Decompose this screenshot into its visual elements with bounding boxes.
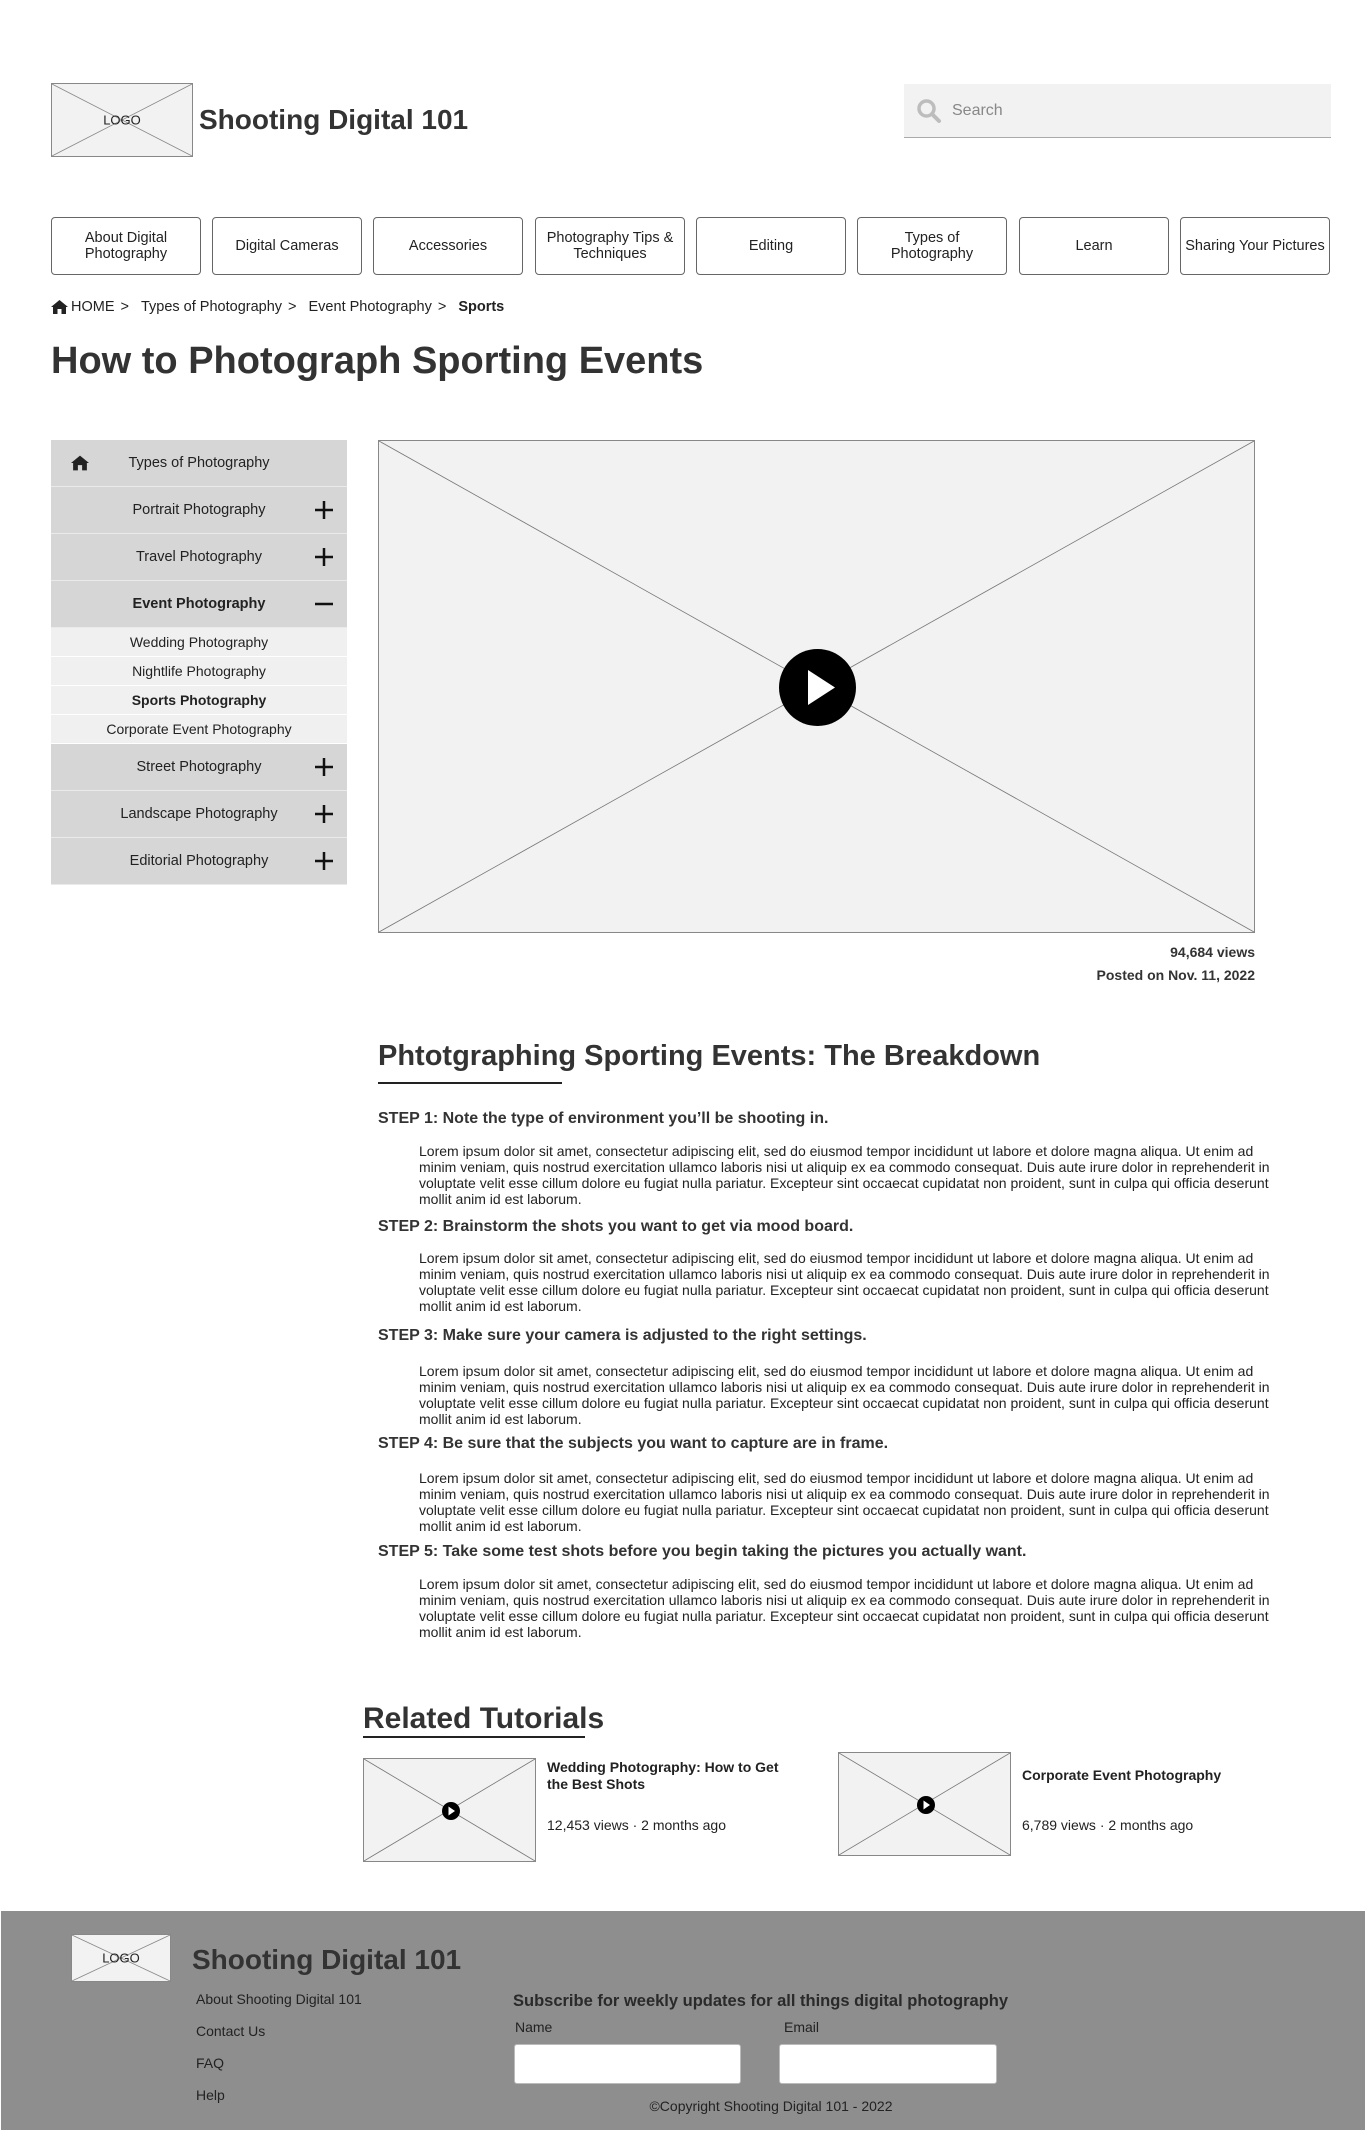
breadcrumb-event-photography[interactable]: Event Photography [308, 299, 432, 315]
sidebar-item-label: Event Photography [132, 596, 266, 612]
search-input[interactable] [952, 84, 1322, 138]
home-icon[interactable] [51, 300, 68, 314]
page-title: How to Photograph Sporting Events [51, 340, 704, 382]
site-title[interactable]: Shooting Digital 101 [199, 104, 469, 135]
nav-photography-tips[interactable]: Photography Tips & Techniques [535, 217, 685, 275]
sidebar-item-label: Street Photography [136, 759, 262, 775]
heading-underline [378, 1082, 562, 1084]
nav-learn[interactable]: Learn [1019, 217, 1169, 275]
sidebar-subitem-sports[interactable]: Sports Photography [51, 686, 347, 715]
footer-link-about[interactable]: About Shooting Digital 101 [196, 1991, 362, 2007]
email-label: Email [784, 2019, 820, 2035]
step-body: Lorem ipsum dolor sit amet, consectetur adipiscing elit, sed do eiusmod tempor incididunt ut labore et dolore magna aliqua. Ut enim ad minim veniam, quis nostrud exercitation ullamco laboris nisi ut aliquip ex ea commodo consequat. Duis aute irure dolor in reprehenderit in voluptate velit esse cillum dolore eu fugiat nulla pariatur. Excepteur sint occaecat cupidatat non proident, sunt in culpa qui officia deserunt mollit anim id est laborum. [419, 1250, 1270, 1314]
step-body: Lorem ipsum dolor sit amet, consectetur adipiscing elit, sed do eiusmod tempor incididunt ut labore et dolore magna aliqua. Ut enim ad minim veniam, quis nostrud exercitation ullamco laboris nisi ut aliquip ex ea commodo consequat. Duis aute irure dolor in reprehenderit in voluptate velit esse cillum dolore eu fugiat nulla pariatur. Excepteur sint occaecat cupidatat non proident, sunt in culpa qui officia deserunt mollit anim id est laborum. [419, 1576, 1270, 1640]
nav-digital-cameras[interactable]: Digital Cameras [212, 217, 362, 275]
step-title: STEP 3: Make sure your camera is adjusted to the right settings. [378, 1327, 867, 1344]
minus-icon[interactable] [315, 595, 333, 613]
play-icon[interactable] [442, 1802, 460, 1820]
breadcrumb-separator: > [288, 299, 297, 315]
sidebar-item-label: Travel Photography [135, 549, 262, 565]
copyright: ©Copyright Shooting Digital 101 - 2022 [649, 2098, 893, 2114]
email-field[interactable] [779, 2044, 997, 2084]
footer-link-faq[interactable]: FAQ [196, 2055, 225, 2071]
heading-underline [363, 1736, 585, 1738]
plus-icon[interactable] [315, 501, 333, 519]
breadcrumb [51, 299, 504, 315]
sidebar-item-portrait[interactable] [51, 487, 347, 534]
footer-logo[interactable] [71, 1934, 171, 1982]
sidebar-item-label: Portrait Photography [132, 502, 266, 518]
breadcrumb-types-of-photography[interactable]: Types of Photography [140, 299, 283, 315]
related-thumbnail[interactable] [363, 1758, 536, 1862]
home-icon [71, 455, 89, 471]
related-meta: 6,789 views · 2 months ago [1022, 1817, 1194, 1833]
site-logo[interactable] [51, 83, 193, 157]
plus-icon[interactable] [315, 852, 333, 870]
step-title: STEP 1: Note the type of environment you’ll be shooting in. [378, 1110, 829, 1127]
related-thumbnail[interactable] [838, 1752, 1011, 1856]
related-title[interactable]: Wedding Photography: How to Get the Best Shots [547, 1759, 779, 1792]
name-field[interactable] [514, 2044, 741, 2084]
plus-icon[interactable] [315, 805, 333, 823]
name-label: Name [515, 2019, 553, 2035]
nav-about-digital-photography[interactable]: About Digital Photography [51, 217, 201, 275]
nav-accessories[interactable]: Accessories [373, 217, 523, 275]
play-icon[interactable] [917, 1796, 935, 1814]
footer-link-contact[interactable]: Contact Us [196, 2023, 266, 2039]
nav-types-of-photography[interactable]: Types of Photography [857, 217, 1007, 275]
sidebar-item-landscape[interactable] [51, 791, 347, 838]
logo-text: LOGO [102, 1950, 140, 1966]
sidebar-root[interactable] [51, 440, 347, 487]
sidebar-subitem-corporate[interactable]: Corporate Event Photography [51, 715, 347, 744]
plus-icon[interactable] [315, 758, 333, 776]
related-meta: 12,453 views · 2 months ago [547, 1817, 726, 1833]
step-body: Lorem ipsum dolor sit amet, consectetur adipiscing elit, sed do eiusmod tempor incididunt ut labore et dolore magna aliqua. Ut enim ad minim veniam, quis nostrud exercitation ullamco laboris nisi ut aliquip ex ea commodo consequat. Duis aute irure dolor in reprehenderit in voluptate velit esse cillum dolore eu fugiat nulla pariatur. Excepteur sint occaecat cupidatat non proident, sunt in culpa qui officia deserunt mollit anim id est laborum. [419, 1143, 1270, 1207]
related-heading: Related Tutorials [363, 1702, 605, 1735]
sidebar-item-event[interactable] [51, 581, 347, 628]
footer-site-title[interactable]: Shooting Digital 101 [192, 1944, 462, 1975]
breadcrumb-separator: > [437, 299, 447, 315]
video-player[interactable] [378, 440, 1255, 933]
article-heading: Phtotgraphing Sporting Events: The Breakdown [378, 1040, 1041, 1072]
footer-link-help[interactable]: Help [196, 2087, 225, 2103]
footer [1, 1911, 1365, 2130]
breadcrumb-home[interactable]: HOME [71, 299, 115, 315]
step-body: Lorem ipsum dolor sit amet, consectetur adipiscing elit, sed do eiusmod tempor incididunt ut labore et dolore magna aliqua. Ut enim ad minim veniam, quis nostrud exercitation ullamco laboris nisi ut aliquip ex ea commodo consequat. Duis aute irure dolor in reprehenderit in voluptate velit esse cillum dolore eu fugiat nulla pariatur. Excepteur sint occaecat cupidatat non proident, sunt in culpa qui officia deserunt mollit anim id est laborum. [419, 1470, 1270, 1534]
step-title: STEP 5: Take some test shots before you begin taking the pictures you actually want. [378, 1543, 1027, 1560]
nav-editing[interactable]: Editing [696, 217, 846, 275]
subscribe-heading: Subscribe for weekly updates for all things digital photography [513, 1992, 1009, 2010]
sidebar [51, 440, 347, 885]
step-title: STEP 4: Be sure that the subjects you want to capture are in frame. [378, 1435, 889, 1452]
play-icon[interactable] [779, 649, 856, 726]
step-title: STEP 2: Brainstorm the shots you want to get via mood board. [378, 1218, 854, 1235]
sidebar-root-label: Types of Photography [128, 455, 270, 471]
related-title[interactable]: Corporate Event Photography [1022, 1767, 1222, 1783]
search-icon [916, 98, 942, 124]
sidebar-item-label: Landscape Photography [120, 806, 278, 822]
logo-text: LOGO [103, 112, 141, 128]
step-body: Lorem ipsum dolor sit amet, consectetur adipiscing elit, sed do eiusmod tempor incididunt ut labore et dolore magna aliqua. Ut enim ad minim veniam, quis nostrud exercitation ullamco laboris nisi ut aliquip ex ea commodo consequat. Duis aute irure dolor in reprehenderit in voluptate velit esse cillum dolore eu fugiat nulla pariatur. Excepteur sint occaecat cupidatat non proident, sunt in culpa qui officia deserunt mollit anim id est laborum. [419, 1363, 1270, 1427]
breadcrumb-separator: > [120, 299, 129, 315]
breadcrumb-current: Sports [458, 299, 505, 315]
sidebar-subitem-nightlife[interactable]: Nightlife Photography [51, 657, 347, 686]
sidebar-item-editorial[interactable] [51, 838, 347, 885]
search-bar[interactable] [904, 84, 1331, 138]
sidebar-item-street[interactable] [51, 744, 347, 791]
sidebar-item-label: Editorial Photography [129, 853, 269, 869]
video-posted-date: Posted on Nov. 11, 2022 [1096, 967, 1255, 983]
sidebar-item-travel[interactable] [51, 534, 347, 581]
nav-sharing-your-pictures[interactable]: Sharing Your Pictures [1180, 217, 1330, 275]
video-views: 94,684 views [1170, 944, 1255, 960]
sidebar-subitem-wedding[interactable]: Wedding Photography [51, 628, 347, 657]
plus-icon[interactable] [315, 548, 333, 566]
